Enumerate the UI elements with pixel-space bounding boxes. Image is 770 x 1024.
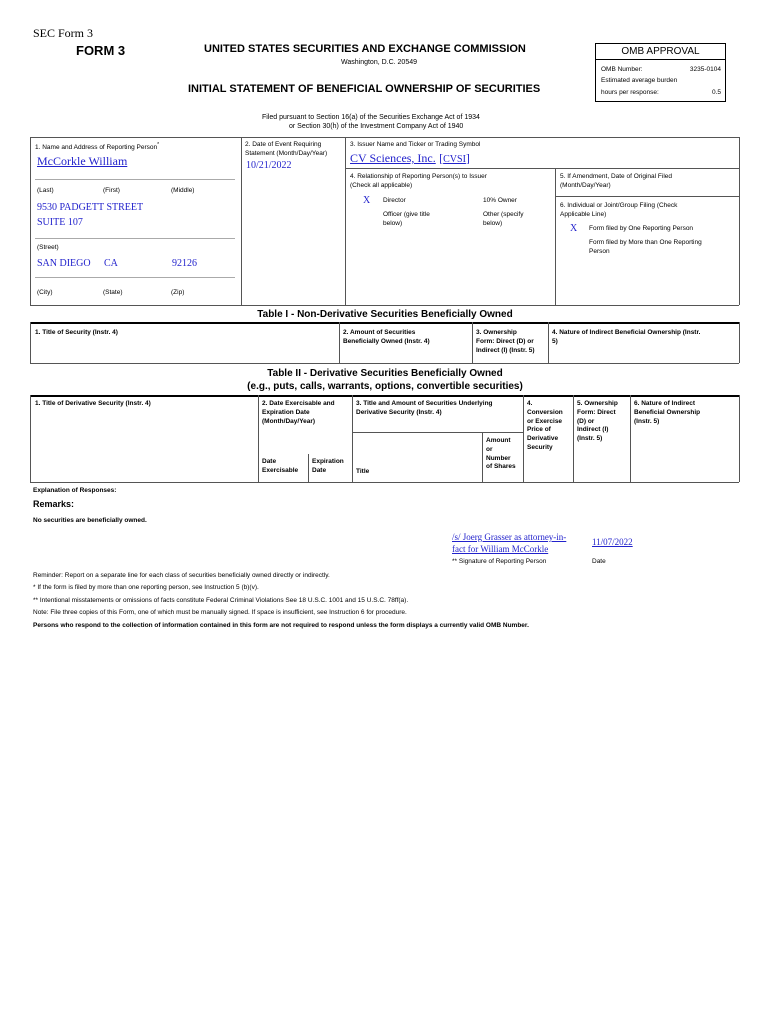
table1-title: Table I - Non-Derivative Securities Beneficially Owned	[257, 309, 513, 320]
ten-pct-owner-label: 10% Owner	[483, 197, 517, 204]
form-title: FORM 3	[76, 43, 126, 58]
box5-label: 5. If Amendment, Date of Original Filed (Month/Day/Year)	[560, 173, 672, 189]
box6-label: 6. Individual or Joint/Group Filing (Check Applicable Line)	[560, 202, 678, 218]
table2-col3: 3. Title and Amount of Securities Underlying Derivative Security (Instr. 4)	[356, 400, 493, 416]
omb-number-label: OMB Number:	[601, 66, 643, 73]
table2-col4: 4. Conversion or Exercise Price of Derivative Security	[527, 400, 563, 451]
box1-label: 1. Name and Address of Reporting Person*	[35, 142, 160, 152]
director-check: X	[363, 195, 371, 206]
state-label: (State)	[103, 289, 123, 296]
table2-title: Table II - Derivative Securities Beneficially Owned (e.g., puts, calls, warrants, options, convertible securities)	[247, 368, 523, 392]
remarks-text: No securities are beneficially owned.	[33, 517, 147, 524]
state-value: CA	[104, 258, 118, 269]
table2-col6: 6. Nature of Indirect Beneficial Ownership (Instr. 5)	[634, 400, 701, 425]
issuer-name-link[interactable]: CV Sciences, Inc.	[350, 151, 436, 165]
event-date: 10/21/2022	[246, 160, 292, 171]
table1-col2: 2. Amount of Securities Beneficially Owned (Instr. 4)	[343, 329, 430, 345]
table2-col5: 5. Ownership Form: Direct (D) or Indirect (I) (Instr. 5)	[577, 400, 618, 443]
omb-number-value: 3235-0104	[689, 66, 721, 73]
filed-pursuant-line2: or Section 30(h) of the Investment Company Act of 1940	[289, 123, 464, 130]
persons-notice: Persons who respond to the collection of information contained in this form are not required to respond unless the form displays a currently valid OMB Number.	[33, 622, 529, 629]
agency-name: UNITED STATES SECURITIES AND EXCHANGE COMMISSION	[204, 43, 526, 55]
table1-col1: 1. Title of Security (Instr. 4)	[35, 329, 118, 336]
remarks-label: Remarks:	[33, 499, 75, 509]
zip-value: 92126	[172, 258, 197, 269]
table1-col3: 3. Ownership Form: Direct (D) or Indirect (I) (Instr. 5)	[476, 329, 535, 354]
signature-link[interactable]: /s/ Joerg Grasser as attorney-in- fact for William McCorkle	[452, 532, 567, 554]
last-label: (Last)	[37, 187, 54, 194]
table2-sub-title: Title	[356, 468, 370, 475]
issuer-line: CV Sciences, Inc. [CVSI]	[350, 151, 470, 165]
ticker-link[interactable]: CVSI	[443, 154, 466, 165]
box4-label: 4. Relationship of Reporting Person(s) to Issuer (Check all applicable)	[350, 173, 487, 189]
director-label: Director	[383, 197, 406, 204]
street-line1: 9530 PADGETT STREET	[37, 202, 144, 213]
table1-col4: 4. Nature of Indirect Beneficial Ownership (Instr. 5)	[552, 329, 701, 345]
table2-sub-amount: Amount or Number of Shares	[486, 437, 516, 471]
date-label: Date	[592, 558, 606, 565]
filed-pursuant-line1: Filed pursuant to Section 16(a) of the Securities Exchange Act of 1934	[262, 114, 480, 121]
signature-date-link[interactable]: 11/07/2022	[592, 537, 633, 547]
note-multiple-persons: * If the form is filed by more than one reporting person, see Instruction 5 (b)(v).	[33, 584, 259, 591]
zip-label: (Zip)	[171, 289, 185, 296]
sec-form-label: SEC Form 3	[33, 26, 94, 40]
officer-label: Officer (give title below)	[383, 211, 430, 227]
note-file-copies: Note: File three copies of this Form, one of which must be manually signed. If space is insufficient, see Instruction 6 for procedure.	[33, 609, 407, 616]
middle-label: (Middle)	[171, 187, 195, 194]
other-label: Other (specify below)	[483, 211, 524, 227]
table2-col2: 2. Date Exercisable and Expiration Date (Month/Day/Year)	[262, 400, 335, 425]
street-line2: SUITE 107	[37, 217, 83, 228]
box3-label: 3. Issuer Name and Ticker or Trading Symbol	[350, 141, 481, 148]
city-label: (City)	[37, 289, 53, 296]
agency-city: Washington, D.C. 20549	[341, 59, 418, 66]
omb-title: OMB APPROVAL	[596, 44, 725, 60]
table2-sub-date-exercisable: Date Exercisable	[262, 458, 299, 474]
omb-hours-label: hours per response:	[601, 89, 659, 96]
street-label: (Street)	[37, 244, 59, 251]
city-value: SAN DIEGO	[37, 258, 91, 269]
table2-col1: 1. Title of Derivative Security (Instr. 4)	[35, 400, 151, 407]
omb-approval-box	[595, 43, 726, 102]
box2-label: 2. Date of Event Requiring Statement (Month/Day/Year)	[245, 141, 328, 157]
omb-burden-label: Estimated average burden	[601, 77, 678, 84]
reminder-text: Reminder: Report on a separate line for each class of securities beneficially owned directly or indirectly.	[33, 572, 330, 579]
more-persons-label: Form filed by More than One Reporting Person	[589, 239, 702, 255]
explanation-label: Explanation of Responses:	[33, 487, 117, 494]
one-person-check: X	[570, 223, 578, 234]
reporting-person-name-link[interactable]: McCorkle William	[37, 154, 128, 168]
note-misstatements: ** Intentional misstatements or omissions of facts constitute Federal Criminal Violations See 18 U.S.C. 1001 and 15 U.S.C. 78ff(a).	[33, 597, 409, 604]
table2-sub-expiration: Expiration Date	[312, 458, 344, 474]
omb-hours-value: 0.5	[711, 89, 721, 96]
one-person-label: Form filed by One Reporting Person	[589, 225, 694, 232]
first-label: (First)	[103, 187, 120, 194]
signature-label: ** Signature of Reporting Person	[452, 558, 547, 565]
statement-title: INITIAL STATEMENT OF BENEFICIAL OWNERSHIP OF SECURITIES	[188, 83, 541, 95]
